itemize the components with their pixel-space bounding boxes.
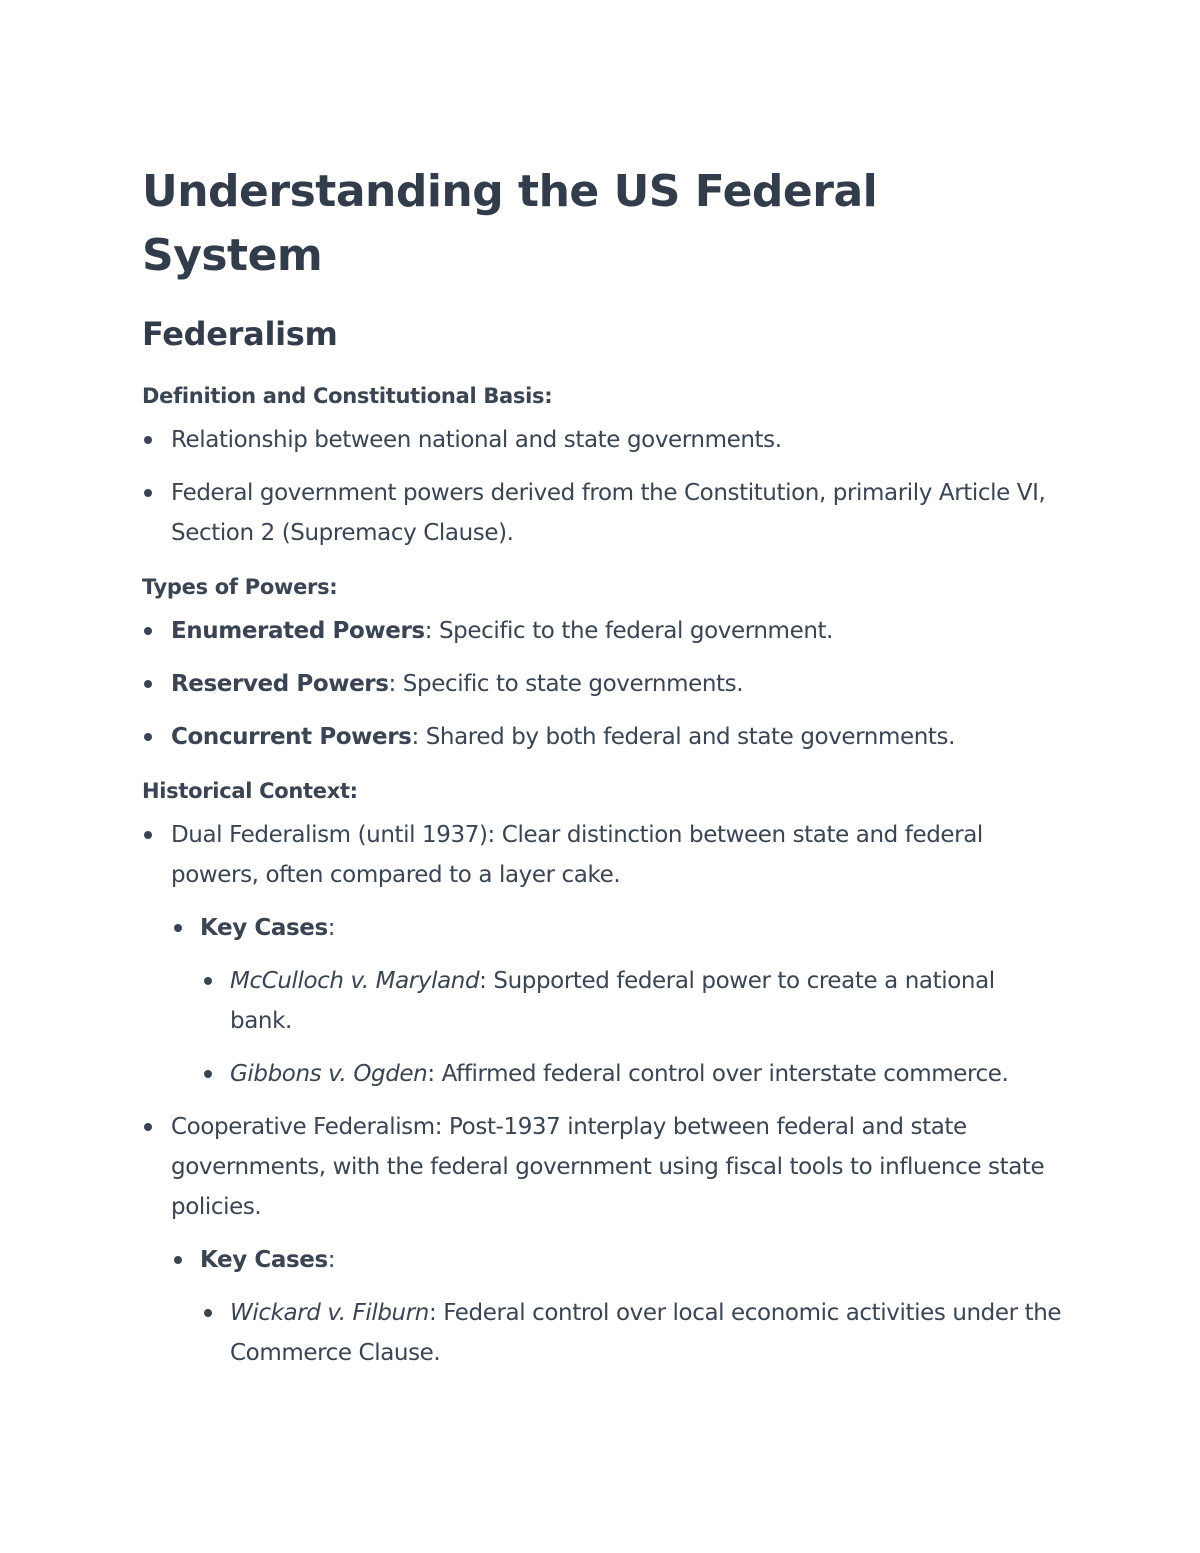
case-text: : Supported federal power to create a national bank. [230,968,995,1034]
list-item [142,908,1062,948]
history-label: Historical Context: [142,779,358,803]
case-name: McCulloch v. Maryland [230,968,480,994]
power-term: Reserved Powers [171,671,389,697]
key-cases-label: Key Cases [200,1247,328,1273]
section-heading: Federalism [142,315,338,353]
power-text: : Specific to the federal government. [424,618,834,644]
list-item [142,611,1062,651]
power-text: : Shared by both federal and state governments. [411,724,956,750]
power-term: Concurrent Powers [171,724,412,750]
history-list [142,815,1062,1373]
list-item [142,1293,1062,1373]
case-text: : Federal control over local economic activities under the Commerce Clause. [230,1300,1062,1366]
list-item [142,1054,1062,1094]
case-name: Gibbons v. Ogden [230,1061,428,1087]
document-title: Understanding the US Federal System [142,166,878,281]
powers-list [142,611,1062,757]
list-item: Dual Federalism (until 1937): Clear distinction between state and federal powers, often compared to a layer cake. [142,815,1062,895]
list-item [142,1240,1062,1280]
list-item [142,664,1062,704]
list-item: Relationship between national and state governments. [142,420,1062,460]
key-cases-suffix: : [327,1247,336,1273]
list-item: Federal government powers derived from the Constitution, primarily Article VI, Section 2 (Supremacy Clause). [142,473,1062,553]
definition-label: Definition and Constitutional Basis: [142,384,553,408]
list-item [142,961,1062,1041]
case-name: Wickard v. Filburn [230,1300,429,1326]
power-text: : Specific to state governments. [388,671,744,697]
definition-list [142,420,1062,553]
case-text: : Affirmed federal control over interstate commerce. [427,1061,1009,1087]
key-cases-suffix: : [327,915,336,941]
key-cases-label: Key Cases [200,915,328,941]
power-term: Enumerated Powers [171,618,425,644]
powers-label: Types of Powers: [142,575,338,599]
document-page [142,160,1062,1373]
list-item [142,717,1062,757]
list-item: Cooperative Federalism: Post-1937 interplay between federal and state governments, with the federal government using fiscal tools to influence state policies. [142,1107,1062,1227]
